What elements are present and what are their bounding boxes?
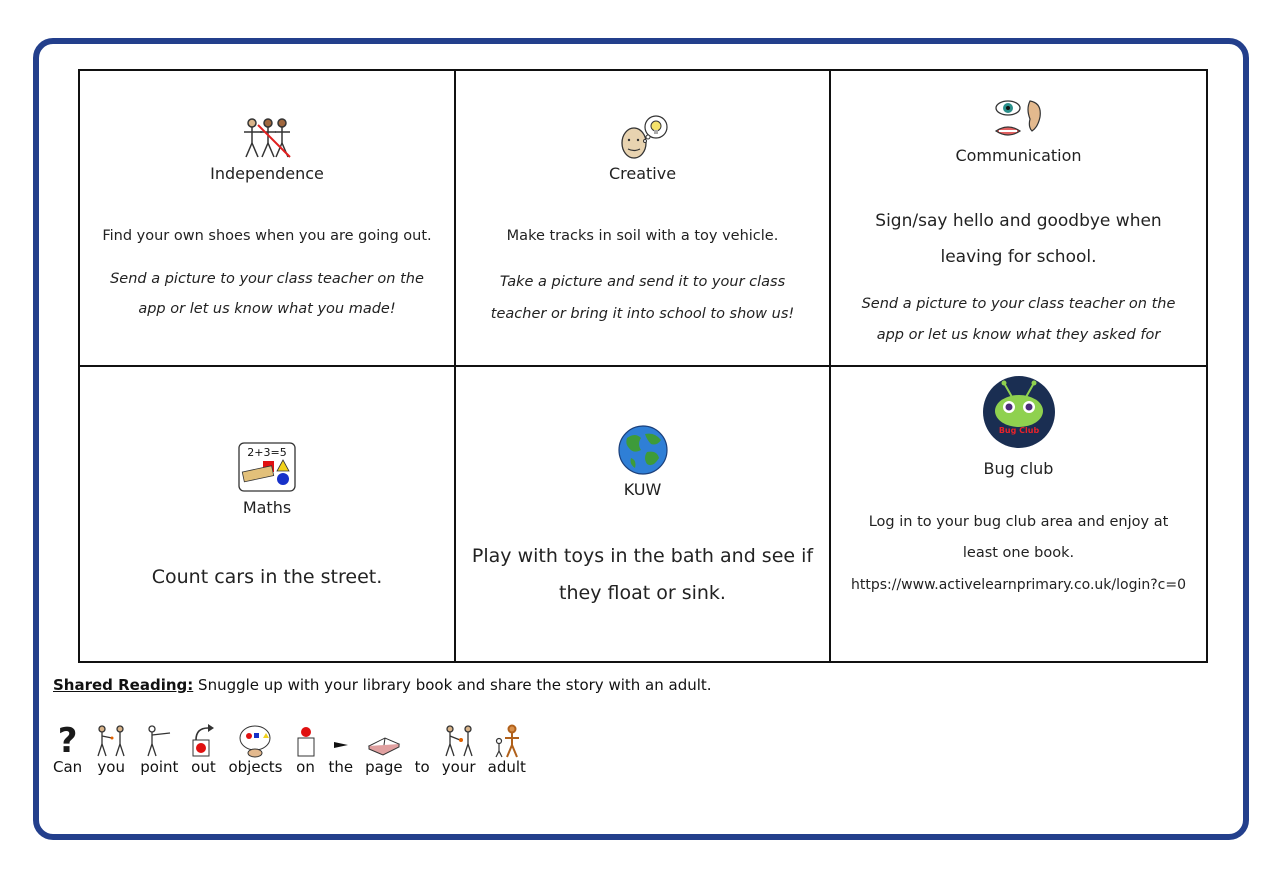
card-text-1: Play with toys in the bath and see if xyxy=(471,545,814,567)
card-maths xyxy=(80,367,456,661)
card-kuw xyxy=(456,367,831,661)
your-icon xyxy=(442,724,476,758)
card-note-2: app or let us know what they asked for xyxy=(876,327,1161,343)
card-note-1: Take a picture and send it to your class xyxy=(499,274,786,290)
maths-icon-text: 2+3=5 xyxy=(247,446,287,459)
card-title: Independence xyxy=(210,164,324,183)
shared-reading-text: Snuggle up with your library book and share the story with an adult. xyxy=(193,676,712,694)
senses-icon xyxy=(992,97,1046,143)
symbol-to xyxy=(415,720,430,776)
symbol-word: your xyxy=(441,758,476,776)
adult-icon xyxy=(492,724,522,758)
symbol-word: adult xyxy=(487,758,526,776)
card-independence xyxy=(80,71,456,367)
symbol-objects xyxy=(228,720,282,776)
symbol-you xyxy=(94,720,128,776)
card-note-1: Send a picture to your class teacher on the xyxy=(110,271,424,287)
card-title: Maths xyxy=(242,498,292,517)
activity-grid xyxy=(78,69,1208,663)
card-text: Find your own shoes when you are going out. xyxy=(102,228,432,244)
idea-face-icon xyxy=(616,115,670,161)
question-mark-icon: ? xyxy=(57,721,78,761)
symbol-word: you xyxy=(97,758,125,776)
symbol-sentence xyxy=(53,720,538,776)
shared-reading xyxy=(53,676,712,694)
bug-club-link[interactable]: https://www.activelearnprimary.co.uk/login?c=0 xyxy=(851,577,1186,593)
card-title: KUW xyxy=(623,480,662,499)
card-title: Creative xyxy=(608,164,677,183)
symbol-out xyxy=(190,720,216,776)
symbol-the xyxy=(329,720,354,776)
card-creative xyxy=(456,71,831,367)
out-icon xyxy=(190,724,216,758)
on-icon xyxy=(295,724,317,758)
the-icon xyxy=(330,724,352,758)
card-note-1: Send a picture to your class teacher on the xyxy=(861,296,1176,312)
bug-club-logo xyxy=(982,375,1056,449)
shared-reading-label: Shared Reading: xyxy=(53,676,194,694)
symbol-word: out xyxy=(191,758,216,776)
card-bug-club xyxy=(831,367,1206,661)
card-text-1: Log in to your bug club area and enjoy at xyxy=(868,514,1169,530)
maths-icon xyxy=(237,441,297,493)
card-communication xyxy=(831,71,1206,367)
symbol-word: point xyxy=(140,758,179,776)
globe-icon xyxy=(617,424,669,476)
symbol-can xyxy=(53,720,82,776)
card-text-2: they float or sink. xyxy=(559,582,726,604)
open-book-icon xyxy=(367,724,401,758)
symbol-word: objects xyxy=(228,758,283,776)
bug-club-logo-text: Bug Club xyxy=(998,426,1039,435)
symbol-word: the xyxy=(328,758,354,776)
symbol-word: to xyxy=(414,758,430,776)
card-text-2: least one book. xyxy=(962,545,1075,561)
card-note-2: app or let us know what you made! xyxy=(138,301,396,317)
symbol-point xyxy=(140,720,178,776)
symbol-on xyxy=(295,720,317,776)
you-icon xyxy=(94,724,128,758)
symbol-adult xyxy=(488,720,526,776)
card-text: Make tracks in soil with a toy vehicle. xyxy=(506,228,779,244)
people-icon xyxy=(240,117,294,161)
card-text-1: Sign/say hello and goodbye when xyxy=(875,211,1162,231)
symbol-word: page xyxy=(365,758,403,776)
objects-icon xyxy=(237,724,273,758)
card-title: Communication xyxy=(955,146,1082,165)
card-text-2: leaving for school. xyxy=(940,247,1097,267)
symbol-your xyxy=(442,720,476,776)
card-note-2: teacher or bring it into school to show us! xyxy=(490,306,795,322)
point-icon xyxy=(144,724,174,758)
card-title: Bug club xyxy=(983,459,1054,478)
card-text: Count cars in the street. xyxy=(151,566,383,588)
symbol-word: Can xyxy=(53,758,83,776)
symbol-page xyxy=(365,720,402,776)
symbol-word: on xyxy=(296,758,315,776)
